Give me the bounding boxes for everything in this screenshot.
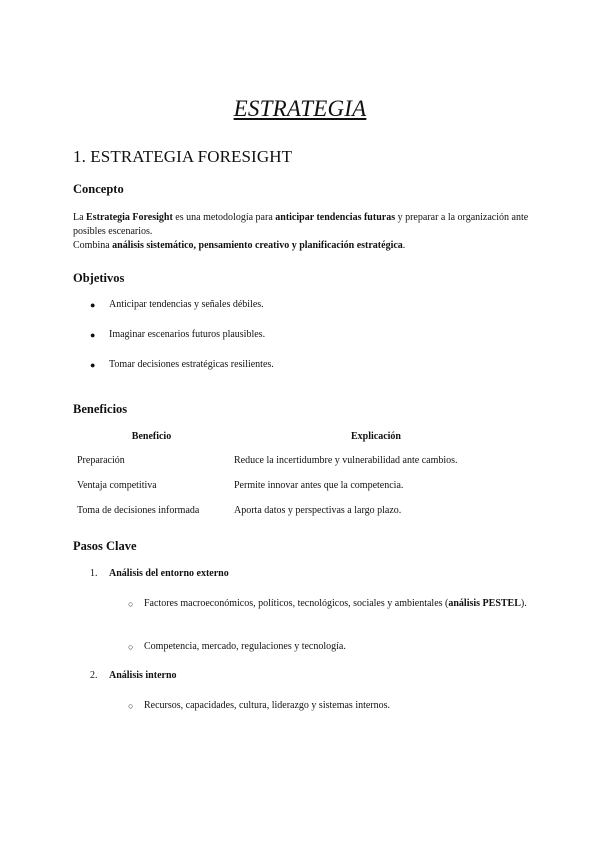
- objetivos-list: [73, 298, 274, 388]
- step-number: 1.: [90, 568, 98, 579]
- table-cell: Toma de decisiones informada: [77, 505, 200, 516]
- table-row: [73, 498, 522, 523]
- beneficios-heading: Beneficios: [73, 402, 128, 416]
- step-number: 2.: [90, 670, 98, 681]
- circle-bullet-icon: ○: [128, 599, 134, 609]
- document-title: ESTRATEGIA: [233, 96, 367, 121]
- objetivos-heading: Objetivos: [73, 271, 125, 285]
- bullet-icon: ●: [90, 360, 96, 370]
- table-header-row: [73, 424, 522, 448]
- step-label: Análisis del entorno externo: [109, 568, 229, 579]
- concepto-text: Combina: [73, 240, 113, 251]
- column-header-beneficio: Beneficio: [131, 430, 172, 442]
- sub-item-text: Recursos, capacidades, cultura, liderazgo y sistemas internos.: [144, 700, 391, 711]
- pasos-heading: Pasos Clave: [73, 539, 137, 553]
- concepto-bold-term: Estrategia Foresight: [86, 212, 173, 223]
- list-item: [73, 298, 274, 328]
- sub-item-text: Competencia, mercado, regulaciones y tecnología.: [144, 641, 346, 652]
- section-heading: 1. ESTRATEGIA FORESIGHT: [73, 147, 293, 166]
- sub-item-text: ).: [520, 598, 527, 609]
- table-cell: Reduce la incertidumbre y vulnerabilidad ante cambios.: [234, 455, 458, 466]
- concepto-bold-term: anticipar tendencias futuras: [275, 212, 396, 223]
- table-cell: Preparación: [77, 455, 125, 466]
- bullet-icon: ●: [90, 300, 96, 310]
- table-cell: Ventaja competitiva: [77, 480, 157, 491]
- concepto-bold-term: análisis sistemático, pensamiento creativo y planificación estratégica: [112, 240, 403, 251]
- concepto-heading: Concepto: [73, 182, 124, 196]
- concepto-text: .: [402, 240, 406, 251]
- beneficios-table: [73, 424, 522, 523]
- list-item-text: Tomar decisiones estratégicas resilientes.: [109, 359, 274, 370]
- list-item: [73, 328, 274, 358]
- concepto-text: es una metodología para: [172, 212, 276, 223]
- list-item-text: Imaginar escenarios futuros plausibles.: [109, 329, 266, 340]
- table-row: [73, 448, 522, 473]
- sub-list-item: [128, 699, 538, 713]
- bullet-icon: ●: [90, 330, 96, 340]
- concepto-paragraph: [73, 211, 533, 253]
- table-row: [73, 473, 522, 498]
- table-cell: Aporta datos y perspectivas a largo plazo.: [234, 505, 402, 516]
- concepto-text: y preparar a la organización ante posibles escenarios.: [73, 212, 529, 237]
- sub-item-bold: análisis PESTEL: [448, 598, 521, 609]
- table-cell: Permite innovar antes que la competencia.: [234, 480, 404, 491]
- list-item-text: Anticipar tendencias y señales débiles.: [109, 299, 264, 310]
- list-item: [73, 358, 274, 388]
- step-label: Análisis interno: [109, 670, 177, 681]
- circle-bullet-icon: ○: [128, 642, 134, 652]
- sub-list-item: [128, 597, 538, 611]
- column-header-explicacion: Explicación: [350, 430, 401, 442]
- concepto-text: La: [73, 212, 87, 223]
- sub-list-item: [128, 640, 538, 654]
- sub-item-text: Factores macroeconómicos, políticos, tecnológicos, sociales y ambientales (: [144, 598, 449, 609]
- circle-bullet-icon: ○: [128, 701, 134, 711]
